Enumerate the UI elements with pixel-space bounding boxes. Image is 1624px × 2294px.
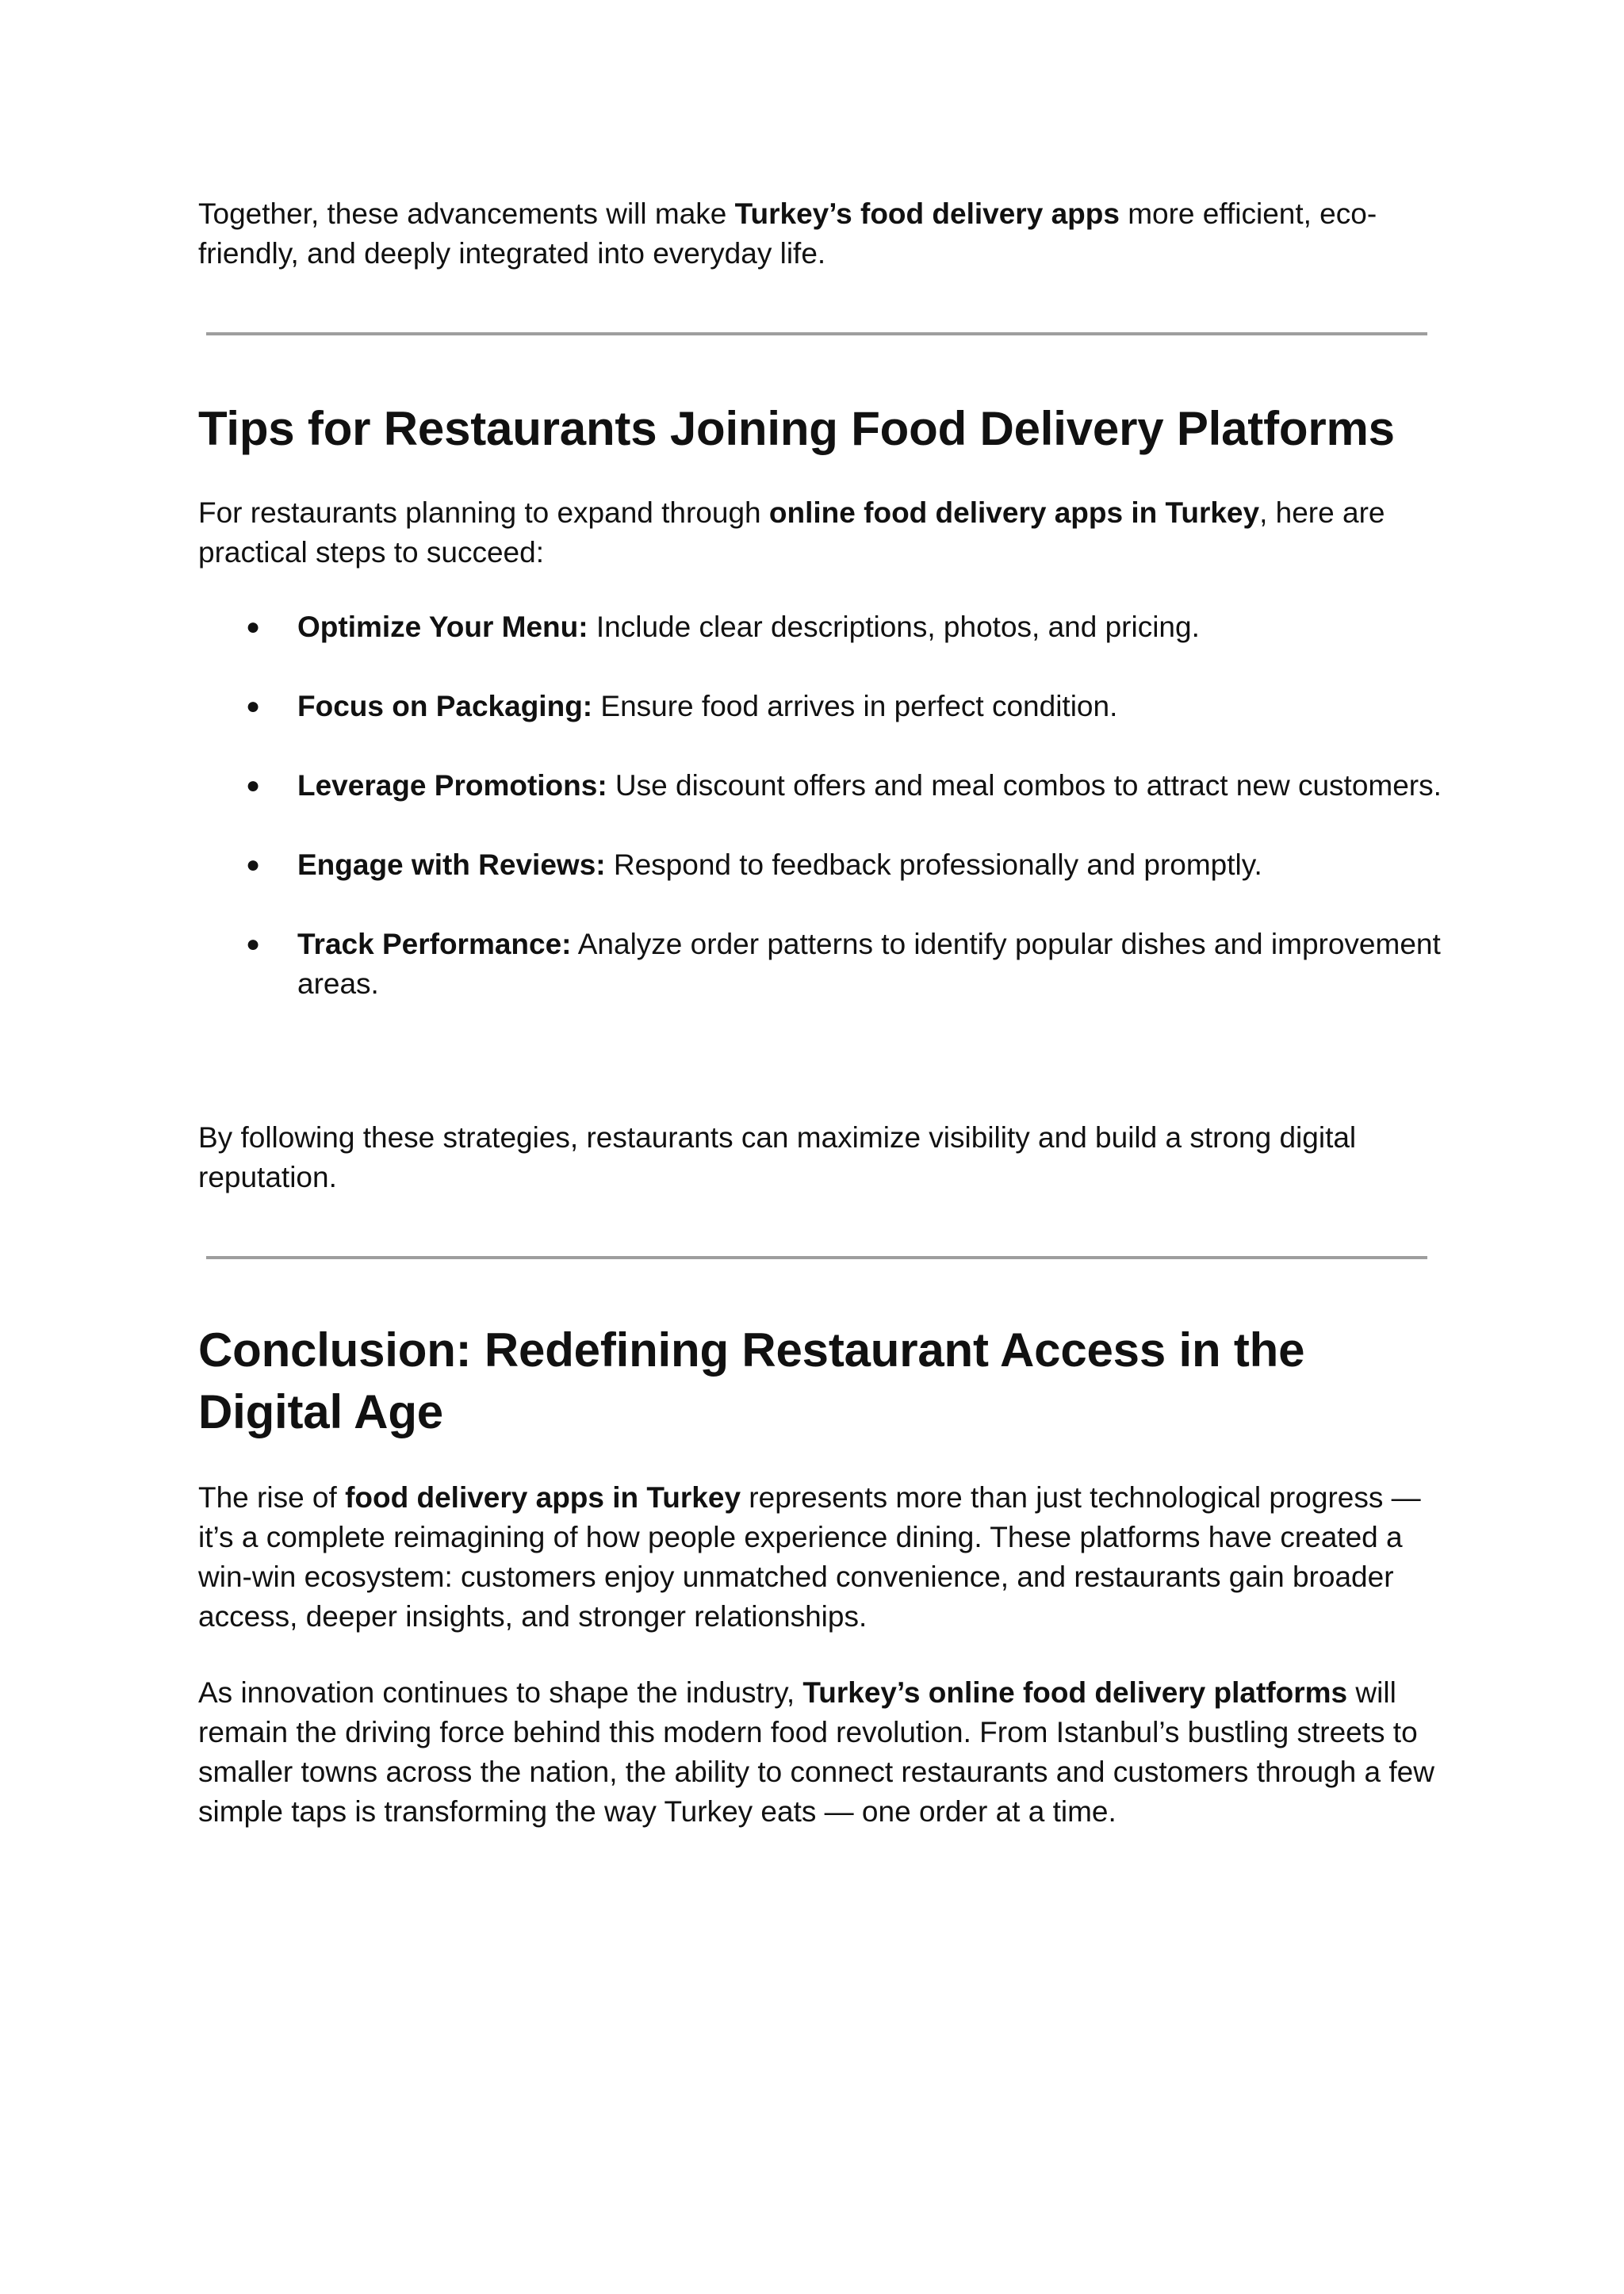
bullet-icon: ● xyxy=(246,772,261,798)
conclusion-text-1 xyxy=(198,1478,1443,1637)
tips-heading: Tips for Restaurants Joining Food Delivery Platforms xyxy=(198,402,1395,455)
tips-list xyxy=(198,607,1443,1004)
intro-text-end: more efficient, eco-friendly, and deeply integrated into everyday life. xyxy=(198,197,1377,270)
conclusion-p2-end: will remain the driving force behind this modern food revolution. From Istanbul’s bustling streets to smaller towns across the nation, the ability to connect restaurants and customers through a few simple taps is transforming the way Turkey eats — one order at a time. xyxy=(198,1676,1434,1828)
conclusion-p2-start: As innovation continues to shape the industry, xyxy=(198,1676,803,1709)
tips-lead-paragraph xyxy=(198,493,1443,573)
conclusion-paragraph-1 xyxy=(198,1478,1443,1637)
conclusion-heading: Conclusion: Redefining Restaurant Access in the Digital Age xyxy=(198,1323,1305,1438)
conclusion-section xyxy=(198,1319,1443,1443)
bullet-icon: ● xyxy=(246,693,261,719)
bullet-icon: ● xyxy=(246,931,261,957)
tip-title: Optimize Your Menu: xyxy=(297,611,588,643)
tips-closing-text: By following these strategies, restaurants can maximize visibility and build a strong digital reputation. xyxy=(198,1121,1357,1193)
tips-lead-text xyxy=(198,493,1443,573)
tips-lead-start: For restaurants planning to expand through xyxy=(198,496,769,529)
tips-lead-end: , here are practical steps to succeed: xyxy=(198,496,1385,569)
list-item xyxy=(198,925,1443,1004)
conclusion-p1-end: represents more than just technological progress — it’s a complete reimagining of how people experience dining. These platforms have created a win-win ecosystem: customers enjoy unmatched convenience, and restaurants gain broader access, deeper insights, and stronger relationships. xyxy=(198,1481,1421,1633)
tip-text: Include clear descriptions, photos, and pricing. xyxy=(588,611,1200,643)
list-item xyxy=(198,607,1443,647)
tip-text: Analyze order patterns to identify popular dishes and improvement areas. xyxy=(297,928,1441,1000)
intro-text xyxy=(198,194,1443,274)
list-item xyxy=(198,845,1443,885)
tip-title: Focus on Packaging: xyxy=(297,690,593,722)
tips-section xyxy=(198,398,1443,460)
conclusion-text-2 xyxy=(198,1673,1443,1832)
conclusion-paragraph-2 xyxy=(198,1673,1443,1832)
bullet-icon: ● xyxy=(246,852,261,878)
conclusion-p1-bold-phrase: food delivery apps in Turkey xyxy=(345,1481,741,1514)
tip-text: Use discount offers and meal combos to attract new customers. xyxy=(607,769,1442,802)
tips-list-container xyxy=(198,607,1443,1044)
tips-lead-bold-phrase: online food delivery apps in Turkey xyxy=(768,496,1260,529)
list-item xyxy=(198,687,1443,726)
tip-title: Track Performance: xyxy=(297,928,572,960)
section-divider-1 xyxy=(206,332,1427,335)
conclusion-p1-start: The rise of xyxy=(198,1481,346,1514)
list-item xyxy=(198,766,1443,806)
tip-text: Ensure food arrives in perfect condition. xyxy=(592,690,1118,722)
tip-title: Leverage Promotions: xyxy=(297,769,607,802)
tip-text: Respond to feedback professionally and promptly. xyxy=(605,848,1262,881)
tips-closing-paragraph xyxy=(198,1118,1443,1197)
conclusion-p2-bold-phrase: Turkey’s online food delivery platforms xyxy=(802,1676,1348,1709)
intro-text-start: Together, these advancements will make xyxy=(198,197,735,230)
bullet-icon: ● xyxy=(246,614,261,640)
section-divider-2 xyxy=(206,1256,1427,1259)
intro-paragraph xyxy=(198,194,1443,274)
intro-bold-phrase: Turkey’s food delivery apps xyxy=(734,197,1120,230)
tip-title: Engage with Reviews: xyxy=(297,848,606,881)
